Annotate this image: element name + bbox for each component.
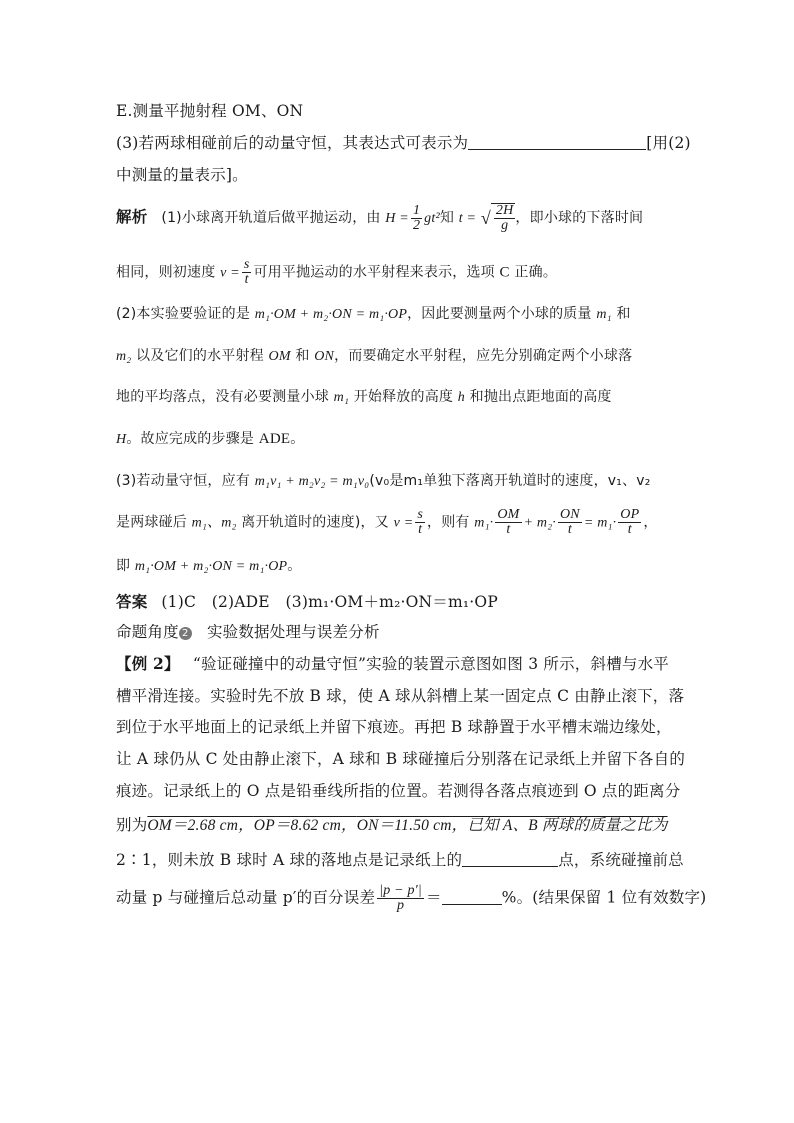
example-text-1: “验证碰撞中的动量守恒”实验的装置示意图如图 3 所示，斜槽与水平 <box>192 655 669 673</box>
percent-error-numerator: |p − p′| <box>379 883 422 898</box>
text-line-22 <box>116 883 707 913</box>
text-line-21 <box>116 849 686 871</box>
text-line-20 <box>116 814 686 837</box>
analysis-2-text-5: 地的平均落点，没有必要测量小球 <box>116 389 329 405</box>
s-numerator-2: s <box>417 507 424 522</box>
distance-op: OP＝8.62 cm， <box>253 817 357 834</box>
sqrt-numerator: 2H <box>495 203 514 218</box>
half-denominator: 2 <box>412 217 421 233</box>
example-label: 【例 2】 <box>116 654 180 673</box>
formula-v: v = <box>220 265 240 281</box>
t-denominator-2: t <box>418 522 423 537</box>
analysis-3-text-3: 是两球碰后 <box>116 514 187 531</box>
answer-label: 答案 <box>116 592 148 611</box>
height-H: H <box>116 432 127 447</box>
op-numerator: OP <box>620 507 640 522</box>
formula-on-over-t <box>558 508 582 537</box>
om-numerator: OM <box>497 507 520 522</box>
analysis-2-and-2: 和 <box>295 348 310 364</box>
formula-s-over-t <box>242 258 252 287</box>
equals: ＝ <box>425 888 442 907</box>
analysis-label: 解析 <box>116 207 148 226</box>
example-text-9: 动量 p 与碰撞后总动量 p′的百分误差 <box>116 888 376 907</box>
text-line-10 <box>116 470 686 493</box>
analysis-2-text-4: ，而要确定水平射程，应先分别确定两个小球落 <box>334 348 633 364</box>
formula-om-over-t <box>495 508 521 537</box>
analysis-text-3: 相同，则初速度 <box>116 264 216 281</box>
formula-percent-error <box>377 884 424 913</box>
analysis-text: (1)小球离开轨道后做平抛运动，由 <box>161 210 381 226</box>
analysis-2-text-6: 开始释放的高度 <box>353 389 454 405</box>
on-numerator: ON <box>560 507 580 522</box>
s-numerator: s <box>243 257 250 272</box>
mass-m1: m₁ <box>596 307 612 322</box>
formula-momentum-1: m₁·OM + m₂·ON = m₁·OP <box>254 307 408 322</box>
text-line-6 <box>116 303 686 326</box>
formula-momentum-3: m₁·OM + m₂·ON = m₁·OP <box>134 559 288 574</box>
text-line-8 <box>116 386 686 409</box>
question-3-hint: [用(2) <box>646 134 691 152</box>
example-text-7: 2∶1，则未放 B 球时 A 球的落地点是记录纸上的 <box>116 851 463 869</box>
topic-angle-label: 命题角度 <box>116 623 179 641</box>
text-line-3 <box>116 164 686 186</box>
analysis-2-text-8: 。故应完成的步骤是 <box>126 431 255 447</box>
text-line-1 <box>116 100 686 122</box>
distance-on: ON＝11.50 cm，已知 A、B 两球的质量之比为 <box>356 817 668 834</box>
answer-text: (1)C (2)ADE (3)m₁·OM＋m₂·ON＝m₁·OP <box>161 593 498 611</box>
analysis-3-text-4: 离开轨道时的速度)，又 <box>241 514 389 531</box>
analysis-text-2: ，即小球的下落时间 <box>515 210 644 226</box>
formula-v-2: v = <box>393 515 414 531</box>
height-h: h <box>457 390 465 405</box>
t-denominator: t <box>244 272 249 287</box>
mass-m1-2: m₁ <box>333 390 350 405</box>
text-line-13 <box>116 591 686 613</box>
text-line-4 <box>116 203 686 233</box>
analysis-3-text-2: (v₀是m₁单独下落离开轨道时的速度，v₁、v₂ <box>369 473 651 489</box>
answer-blank-1[interactable] <box>468 135 646 150</box>
analysis-2-and: 和 <box>616 306 631 322</box>
formula-m1-a: m₁· <box>474 515 494 531</box>
text-line-9 <box>116 428 686 451</box>
period: 。 <box>290 431 305 447</box>
analysis-3-ji: 即 <box>116 558 131 574</box>
distance-om: OM＝2.68 cm， <box>147 817 254 834</box>
analysis-3-then: ，则有 <box>427 514 470 531</box>
op-denominator: t <box>627 522 632 537</box>
example-text-8: 点，系统碰撞前总 <box>558 851 684 869</box>
text-line-12 <box>116 555 686 578</box>
steps-ade: ADE <box>258 431 291 447</box>
formula-sqrt: √ $\frac{2H}{g}$ <box>480 203 514 233</box>
formula-momentum-2: m₁v₁ + m₂v₂ = m₁v₀ <box>254 474 370 489</box>
analysis-2-text-2: ，因此要测量两个小球的质量 <box>407 306 592 322</box>
period-2: 。 <box>287 558 302 574</box>
text-line-17 <box>116 716 686 738</box>
text-line-5 <box>116 258 686 287</box>
analysis-2-text-3: 以及它们的水平射程 <box>136 348 264 364</box>
question-3-text: (3)若两球相碰前后的动量守恒，其表达式可表示为 <box>116 134 469 152</box>
comma: ， <box>643 514 658 531</box>
question-3-hint-cont: 中测量的量表示]。 <box>116 166 248 184</box>
example-text-3: 到位于水平地面上的记录纸上并留下痕迹。再把 B 球静置于水平槽末端边缘处， <box>116 718 672 736</box>
mass-m2: m₂ <box>116 349 132 364</box>
example-text-2: 槽平滑连接。实验时先不放 B 球，使 A 球从斜槽上某一固定点 C 由静止滚下，落 <box>116 687 685 705</box>
analysis-2-text: (2)本实验要验证的是 <box>116 306 251 322</box>
example-text-6: 别为 <box>116 816 148 834</box>
text-line-2 <box>116 132 691 154</box>
text-line-19 <box>116 780 686 802</box>
example-text-5: 痕迹。记录纸上的 O 点是铅垂线所指的位置。若测得各落点痕迹到 O 点的距离分 <box>116 782 681 800</box>
formula-s-over-t-2 <box>415 508 425 537</box>
om-denominator: t <box>506 522 511 537</box>
range-on: ON <box>314 349 335 364</box>
half-numerator: 1 <box>412 202 421 218</box>
example-text-4: 让 A 球仍从 C 处由静止滚下，A 球和 B 球碰撞后分别落在记录纸上并留下各自的 <box>116 750 686 768</box>
circled-number-icon: 2 <box>179 627 192 640</box>
answer-blank-3[interactable] <box>442 890 502 905</box>
example-text-10: %。(结果保留 1 位有效数字) <box>501 888 707 907</box>
text-line-7 <box>116 345 686 368</box>
text-line-15 <box>116 653 686 675</box>
formula-h: H = <box>385 211 409 226</box>
analysis-text-4: 可用平抛运动的水平射程来表示，选项 <box>253 264 495 281</box>
topic-angle-title: 实验数据处理与误差分析 <box>206 623 380 641</box>
analysis-text-5: 正确。 <box>514 264 558 281</box>
formula-half <box>411 204 422 233</box>
text-line-18 <box>116 748 686 770</box>
option-c: C <box>499 264 510 281</box>
formula-t: t = <box>458 211 477 226</box>
formula-eq-m1: = m₁· <box>583 515 617 531</box>
step-e-text: E.测量平抛射程 OM、ON <box>116 102 304 120</box>
percent-error-denominator: p <box>396 898 405 913</box>
analysis-2-text-7: 和抛出点距地面的高度 <box>469 389 612 405</box>
formula-plus-m2: + m₂· <box>523 515 556 531</box>
text-line-11 <box>116 508 686 537</box>
range-om: OM <box>268 349 291 364</box>
analysis-3-text: (3)若动量守恒，应有 <box>116 473 251 489</box>
answer-blank-2[interactable] <box>462 852 558 867</box>
formula-gt2: gt² <box>424 211 440 226</box>
analysis-zhi: 知 <box>439 210 455 226</box>
masses: m₁、m₂ <box>191 515 237 531</box>
text-line-16 <box>116 685 686 707</box>
text-line-14 <box>116 621 686 643</box>
sqrt-denominator: g <box>501 218 509 233</box>
formula-op-over-t <box>618 508 641 537</box>
on-denominator: t <box>567 522 572 537</box>
